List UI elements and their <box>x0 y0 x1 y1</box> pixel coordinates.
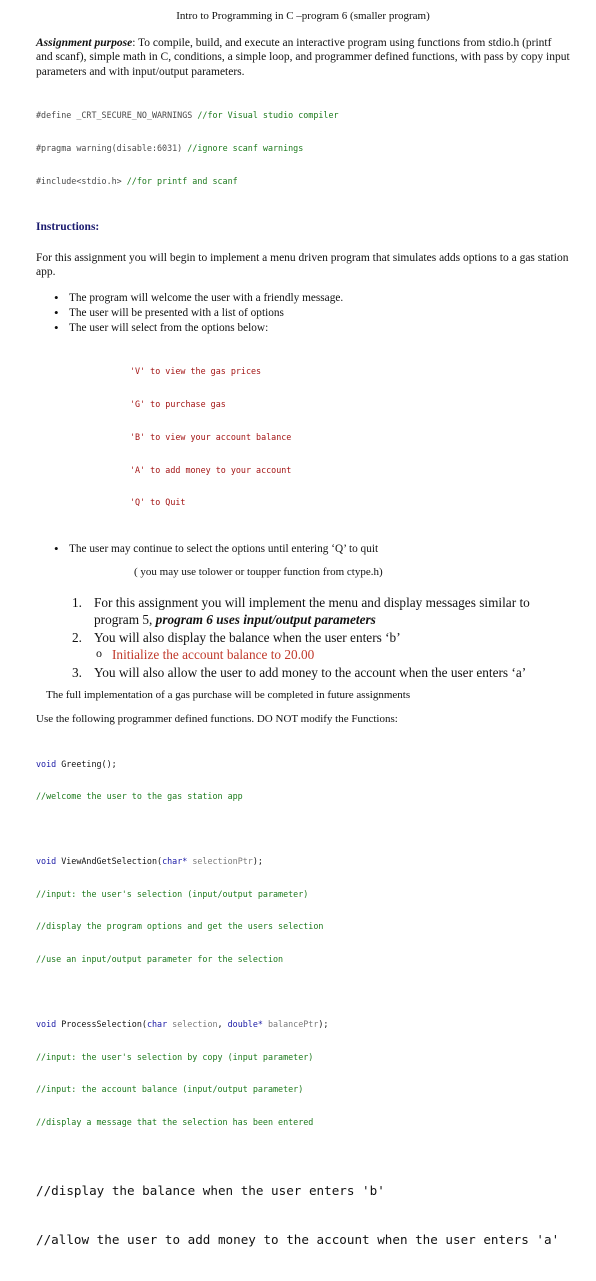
tolower-note: ( you may use tolower or toupper function from ctype.h) <box>134 565 383 578</box>
process-function <box>36 997 570 1150</box>
define-line: #define _CRT_SECURE_NO_WARNINGS //for Visual studio compiler <box>36 109 339 120</box>
process-signature: void ProcessSelection(char selection, double* balancePtr); <box>36 1018 329 1029</box>
menu-option: 'Q' to Quit <box>130 497 186 508</box>
numbered-steps <box>72 594 570 682</box>
intro-paragraph: For this assignment you will begin to implement a menu driven program that simulates adds options to a gas station app. <box>36 251 569 279</box>
instructions-heading: Instructions: <box>36 221 100 234</box>
bullet-item: • The program will welcome the user with a friendly message. <box>54 291 570 306</box>
menu-option: 'G' to purchase gas <box>130 399 226 410</box>
step-item: 3. You will also allow the user to add money to the account when the user enters ‘a’ <box>72 664 527 680</box>
code-comment: //input: the account balance (input/output parameter) <box>36 1084 304 1095</box>
code-comment: //input: the user's selection by copy (input parameter) <box>36 1051 314 1062</box>
assignment-purpose <box>36 36 570 79</box>
menu-option: 'B' to view your account balance <box>130 431 292 442</box>
large-code-comment: //display the balance when the user enters 'b' <box>36 1182 385 1198</box>
code-comment: //display the program options and get the users selection <box>36 921 324 932</box>
bullet-list <box>54 291 570 335</box>
code-comment: //welcome the user to the gas station app <box>36 791 243 802</box>
quit-bullet-list <box>54 542 570 557</box>
large-comment-block <box>36 1150 570 1281</box>
view-signature: void ViewAndGetSelection(char* selectionPtr); <box>36 855 263 866</box>
include-line: #include<stdio.h> //for printf and scanf <box>36 175 238 186</box>
code-comment: //use an input/output parameter for the selection <box>36 954 284 965</box>
pragma-line: #pragma warning(disable:6031) //ignore scanf warnings <box>36 142 304 153</box>
bullet-item: • The user will be presented with a list of options <box>54 306 570 321</box>
step-item: 1. For this assignment you will implement the menu and display messages similar to program 5, program 6 uses input/output parameters <box>72 594 530 628</box>
code-comment: //input: the user's selection (input/output parameter) <box>36 888 309 899</box>
purpose-label: Assignment purpose <box>36 37 133 49</box>
bullet-item-quit: • The user may continue to select the options until entering ‘Q’ to quit <box>54 542 570 557</box>
code-comment: //display a message that the selection has been entered <box>36 1117 314 1128</box>
document-title: Intro to Programming in C –program 6 (smaller program) <box>176 10 430 22</box>
sub-step: o Initialize the account balance to 20.00 <box>96 646 570 664</box>
preprocessor-block <box>36 88 570 208</box>
menu-options-block <box>130 344 570 530</box>
purpose-text: : To compile, build, and execute an interactive program using functions from stdio.h (printf and scanf), simple math in C, conditions, a simple loop, and programmer defined functions, with pass by copy input parameters and with input/output parameters. <box>36 37 570 78</box>
step-number: 1. <box>72 594 82 610</box>
step-number: 3. <box>72 664 82 680</box>
greeting-signature: void Greeting(); <box>36 758 117 769</box>
menu-option: 'A' to add money to your account <box>130 464 292 475</box>
step-emphasis: program 6 uses input/output parameters <box>155 612 376 628</box>
step-number: 2. <box>72 629 82 645</box>
view-function <box>36 834 570 987</box>
use-functions-note: Use the following programmer defined functions. DO NOT modify the Functions: <box>36 712 398 725</box>
bullet-item: • The user will select from the options below: <box>54 321 570 336</box>
large-code-comment: //allow the user to add money to the account when the user enters 'a' <box>36 1231 560 1247</box>
greeting-function <box>36 737 570 824</box>
step-item: 2. You will also display the balance when the user enters ‘b’ o Initialize the account balance to 20.00 <box>72 629 570 664</box>
future-note: The full implementation of a gas purchase will be completed in future assignments <box>46 689 411 702</box>
menu-option: 'V' to view the gas prices <box>130 366 262 377</box>
